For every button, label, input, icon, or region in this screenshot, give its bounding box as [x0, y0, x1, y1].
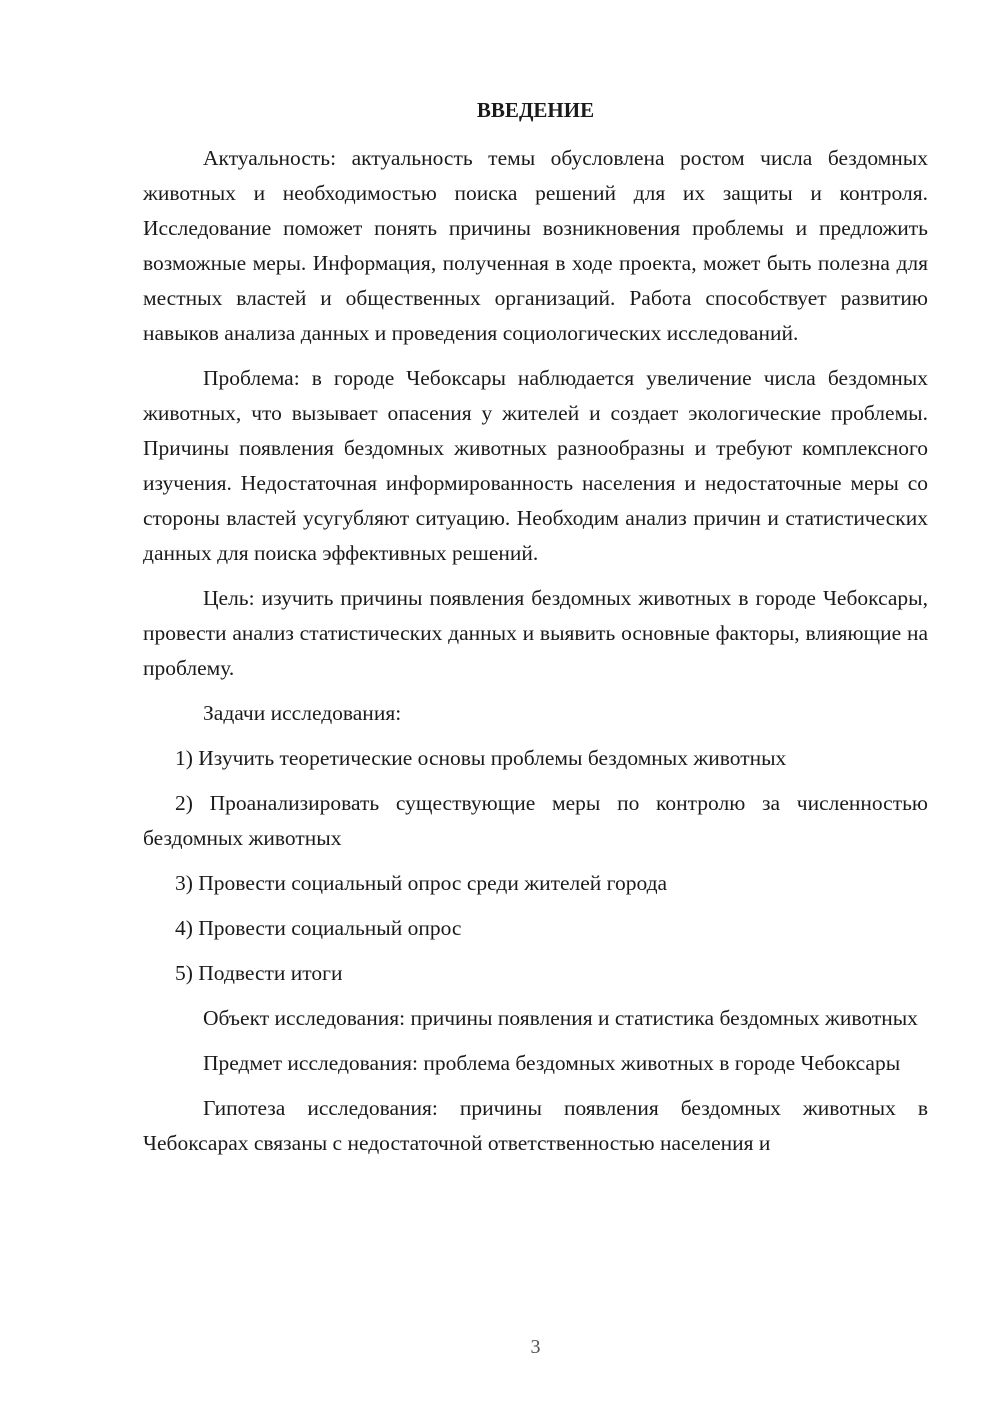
document-body — [143, 141, 928, 1171]
paragraph-problem: Проблема: в городе Чебоксары наблюдается увеличение числа бездомных животных, что вызывает опасения у жителей и создает экологические проблемы. Причины появления бездомных животных разнообразны и требуют комплексного изучения. Недостаточная информированность населения и недостаточные меры со стороны властей усугубляют ситуацию. Необходим анализ причин и статистических данных для поиска эффективных решений. — [143, 366, 928, 565]
task-item: 3) Провести социальный опрос среди жителей города — [175, 871, 668, 895]
task-item: 1) Изучить теоретические основы проблемы бездомных животных — [175, 746, 787, 770]
paragraph-tasks-heading: Задачи исследования: — [203, 701, 402, 725]
paragraph-relevance: Актуальность: актуальность темы обусловлена ростом числа бездомных животных и необходимостью поиска решений для их защиты и контроля. Исследование поможет понять причины возникновения проблемы и предложить возможные меры. Информация, полученная в ходе проекта, может быть полезна для местных властей и общественных организаций. Работа способствует развитию навыков анализа данных и проведения социологических исследований. — [143, 146, 928, 345]
paragraph-goal: Цель: изучить причины появления бездомных животных в городе Чебоксары, провести анализ статистических данных и выявить основные факторы, влияющие на проблему. — [143, 586, 928, 680]
paragraph-object: Объект исследования: причины появления и статистика бездомных животных — [203, 1006, 918, 1030]
paragraph-subject: Предмет исследования: проблема бездомных животных в городе Чебоксары — [203, 1051, 901, 1075]
page-number: 3 — [530, 1336, 541, 1358]
section-heading: ВВЕДЕНИЕ — [476, 98, 595, 122]
task-item: 2) Проанализировать существующие меры по контролю за численностью бездомных животных — [143, 791, 928, 850]
document-page — [143, 0, 928, 1414]
task-item: 5) Подвести итоги — [175, 961, 343, 985]
task-item: 4) Провести социальный опрос — [175, 916, 462, 940]
paragraph-hypothesis: Гипотеза исследования: причины появления бездомных животных в Чебоксарах связаны с недостаточной ответственностью населения и — [143, 1096, 928, 1155]
